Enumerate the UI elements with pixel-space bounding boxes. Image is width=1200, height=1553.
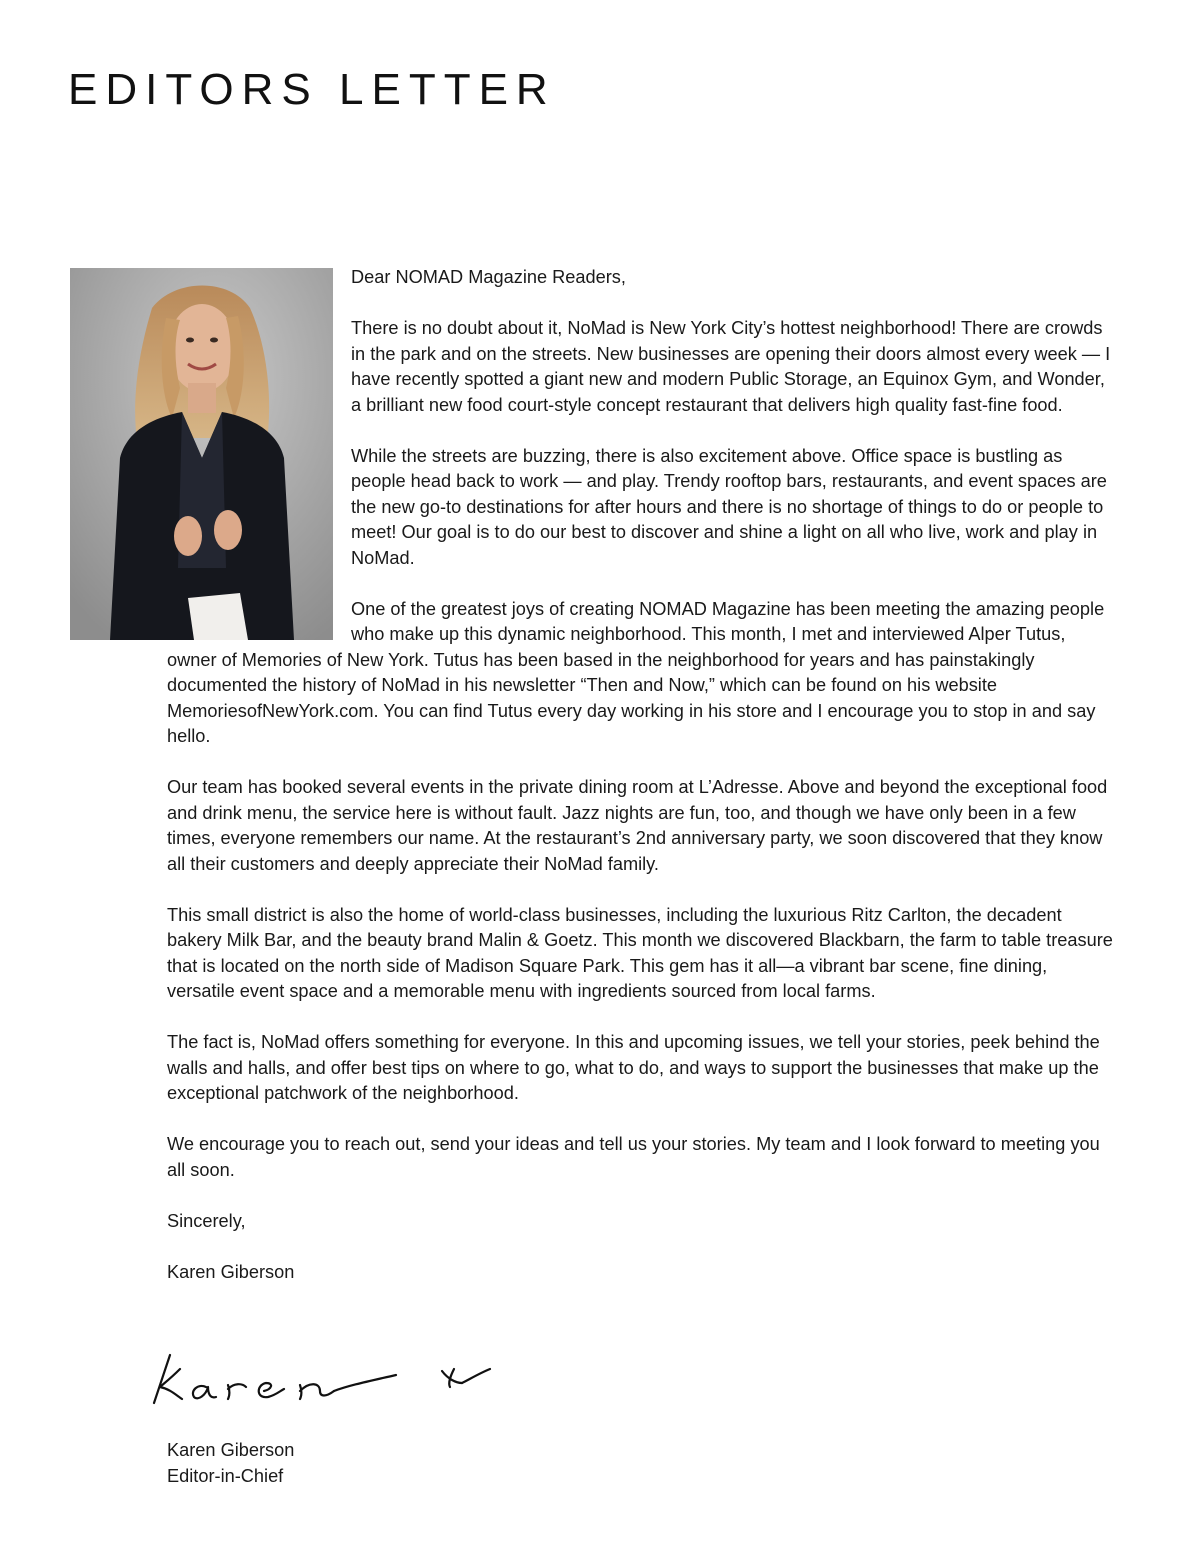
page-title: EDITORS LETTER — [68, 65, 556, 114]
letter-paragraph: This small district is also the home of world-class businesses, including the luxurious Ritz Carlton, the decadent bakery Milk Bar, and the beauty brand Malin & Goetz. This month we discovered Blackbarn, the farm to table treasure that is located on the north side of Madison Square Park. This gem has it all—a vibrant bar scene, fine dining, versatile event space and a memorable menu with ingredients sourced from local farms. — [167, 904, 1113, 1001]
letter-paragraph: The fact is, NoMad offers something for everyone. In this and upcoming issues, we tell your stories, peek behind the walls and halls, and offer best tips on where to go, what to do, and ways to support the businesses that make up the exceptional patchwork of the neighborhood. — [167, 1032, 1100, 1103]
signature-icon — [150, 1345, 510, 1415]
letter-paragraph: One of the greatest joys of creating NOMAD Magazine has been meeting the amazing people who make up this dynamic neighborhood. This month, I met and interviewed Alper Tutus, owner of Memories of New York. Tutus has been based in the neighborhood for years and has painstakingly documented the history of NoMad in his newsletter “Then and Now,” which can be found on his website MemoriesofNewYork.com. You can find Tutus every day working in his store and I encourage you to stop in and say hello. — [167, 598, 1105, 746]
closing: Sincerely, — [167, 1210, 246, 1231]
signer-name: Karen Giberson — [167, 1261, 295, 1282]
letter-paragraph: While the streets are buzzing, there is also excitement above. Office space is bustling as people head back to work — and play. Trendy rooftop bars, restaurants, and event spaces are the new go-to destinations for after hours and there is no shortage of things to do or people to meet! Our goal is to do our best to discover and shine a light on all who live, work and play in NoMad. — [351, 445, 1107, 568]
portrait-wrap-spacer — [167, 265, 351, 647]
letter-paragraph: We encourage you to reach out, send your ideas and tell us your stories. My team and I look forward to meeting you all soon. — [167, 1134, 1100, 1180]
editor-role: Editor-in-Chief — [167, 1465, 284, 1486]
letter-paragraph: Our team has booked several events in the private dining room at L’Adresse. Above and beyond the exceptional food and drink menu, the service here is without fault. Jazz nights are fun, too, and though we have only been in a few times, everyone remembers our name. At the restaurant’s 2nd anniversary party, we soon discovered that they know all their customers and deeply appreciate their NoMad family. — [167, 777, 1108, 874]
letter-body — [167, 265, 1117, 1311]
handwritten-signature — [150, 1345, 510, 1415]
signature-caption — [167, 1438, 294, 1489]
letter-paragraph: There is no doubt about it, NoMad is New York City’s hottest neighborhood! There are crowds in the park and on the streets. New businesses are opening their doors almost every week — I have recently spotted a giant new and modern Public Storage, an Equinox Gym, and Wonder, a brilliant new food court-style concept restaurant that delivers high quality fast-fine food. — [351, 318, 1111, 415]
salutation: Dear NOMAD Magazine Readers, — [351, 267, 626, 287]
editor-name: Karen Giberson — [167, 1440, 295, 1460]
